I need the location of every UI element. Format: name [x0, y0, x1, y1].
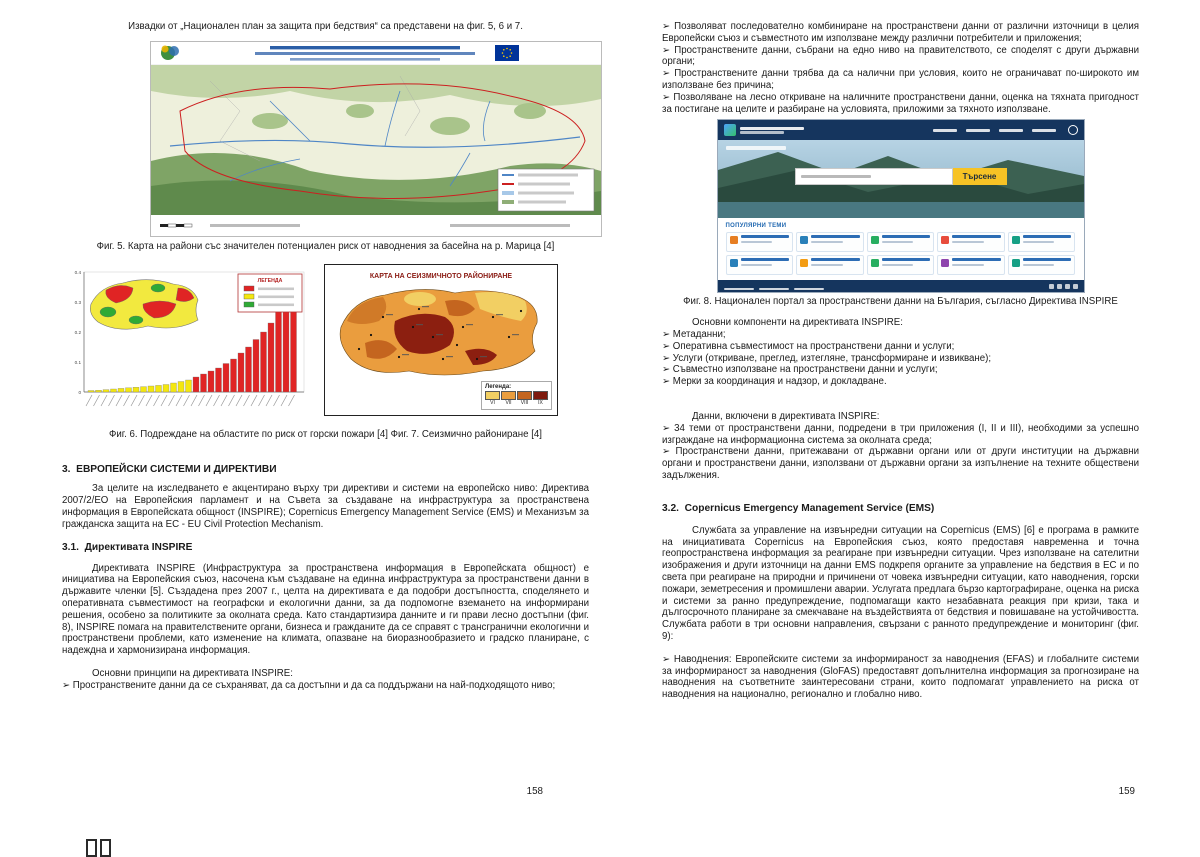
fig6-bar [246, 347, 252, 392]
inspire-data-item: ➢ Пространствени данни, притежавани от държавни органи или от други институции на държавни органи и пространствени данни, използвани от държавни органи за изпълнение на техните обществени задължения. [662, 446, 1139, 481]
fig6-bar [268, 323, 274, 392]
flood-map-art [150, 41, 602, 237]
fig7-seismic-map [324, 264, 558, 416]
fig6-bar [231, 359, 237, 392]
svg-text:0: 0 [78, 389, 81, 395]
inspire-component-item: ➢ Оперативна съвместимост на пространствени данни и услуги; [662, 340, 955, 352]
fig7-legend-swatches [485, 391, 548, 407]
fig6-bar [208, 371, 214, 392]
popular-themes-label: ПОПУЛЯРНИ ТЕМИ [725, 223, 787, 230]
theme-icon [941, 236, 949, 244]
section-3-heading: 3. ЕВРОПЕЙСКИ СИСТЕМИ И ДИРЕКТИВИ [62, 464, 277, 476]
eu-flag-icon [495, 45, 519, 61]
fig7-legend-item: VIII [517, 391, 532, 407]
fig7-map [340, 289, 537, 375]
fig67-caption: Фиг. 6. Подреждане на областите по риск от горски пожари [4] Фиг. 7. Сеизмично райониране [4] [109, 428, 542, 440]
flood-systems-item: ➢ Наводнения: Европейските системи за информираност за наводнения (EFAS) и глобалните системи за информираност за наводнения (GloFAS) предоставят допълнителна информация за прогнозиране на наводнения на съответните заинтересовани страни, които подпомагат управлението на риска от наводнения на национално, регионално и глобално ниво. [662, 653, 1139, 701]
svg-text:0.4: 0.4 [74, 269, 81, 275]
fig6-bar [133, 387, 139, 392]
fig6-bar [171, 383, 177, 392]
inspire-component-item: ➢ Метаданни; [662, 328, 726, 340]
fig6-bar [103, 389, 109, 391]
portal-theme-tile [1008, 232, 1076, 252]
portal-theme-tiles [726, 232, 1076, 275]
inspire-principle-item: ➢ Пространствените данни, събрани на едно ниво на правителството, се споделят с други държавни органи; [662, 44, 1139, 68]
svg-text:0.3: 0.3 [74, 299, 81, 305]
theme-icon [1012, 236, 1020, 244]
inspire-component-item: ➢ Мерки за координация и надзор, и докладване. [662, 376, 887, 388]
theme-icon [871, 259, 879, 267]
footer-text-placeholder [724, 277, 829, 293]
data-intro: Данни, включени в директивата INSPIRE: [692, 410, 880, 422]
fig6-bar [201, 374, 207, 392]
theme-icon [871, 236, 879, 244]
fig8-caption: Фиг. 8. Национален портал за пространствени данни на България, съгласно Директива INSPIRE [683, 296, 1118, 308]
portal-hero [718, 140, 1084, 218]
portal-theme-tile [726, 255, 794, 275]
portal-navbar [718, 120, 1084, 140]
fig6-bar [118, 388, 124, 392]
fig6-bar [178, 381, 184, 392]
fig6-bar [163, 384, 169, 392]
fig7-legend-item: VI [485, 391, 500, 407]
fig8-inspire-portal [717, 119, 1085, 293]
portal-theme-tile [867, 255, 935, 275]
inspire-principle-item: ➢ Позволяване на лесно откриване на наличните пространствени данни, оценка на тяхната пригодност за постигане на целите и разбиране на условията, приложими за тяхното използване. [662, 91, 1139, 115]
portal-nav-links [933, 129, 1056, 132]
inspire-component-item: ➢ Съвместно използване на пространствени данни и услуги; [662, 364, 938, 376]
inspire-principle-item: ➢ Пространствените данни трябва да са налични при условия, които не ограничават по-широкото им използване без причина; [662, 68, 1139, 91]
hero-text-placeholder [726, 146, 786, 150]
fire-risk-chart-art [62, 264, 310, 424]
page-158 [62, 0, 589, 849]
theme-icon [1012, 259, 1020, 267]
fig6-bar [276, 311, 282, 392]
portal-title-placeholder [740, 126, 804, 136]
fig5-flood-risk-map [150, 41, 602, 237]
svg-text:ЛЕГЕНДА: ЛЕГЕНДА [257, 277, 283, 284]
theme-icon [941, 259, 949, 267]
fig6-bar [253, 339, 259, 392]
fig6-legend [238, 274, 302, 312]
inspire-principle-item: ➢ Позволяват последователно комбиниране на пространствени данни от различни източници в целия Европейски съюз и съвместното им използване между различни потребители и приложения; [662, 21, 1139, 44]
fig6-bar [156, 385, 162, 392]
fig6-bar [126, 387, 132, 391]
fig7-legend [481, 381, 552, 410]
portal-theme-tile [726, 232, 794, 252]
fig5-caption: Фиг. 5. Карта на райони със значителен потенциален риск от наводнения за басейна на р. Марица [4] [96, 240, 555, 252]
fig7-legend-item: IX [533, 391, 548, 407]
inspire-component-item: ➢ Услуги (откриване, преглед, изтегляне, трансформиране и извикване); [662, 352, 992, 364]
section-3-2-heading: 3.2. Copernicus Emergency Management Service (EMS) [662, 502, 935, 514]
portal-theme-tile [937, 255, 1005, 275]
figures-6-7-row [62, 264, 589, 424]
inspire-principle-item: ➢ Пространствените данни да се съхраняват, да са достъпни и да са поддържани на най-подходящото ниво; [62, 679, 556, 691]
portal-theme-tile [937, 232, 1005, 252]
page-number-158: 158 [526, 786, 543, 797]
section-3-1-heading: 3.1. Директивата INSPIRE [62, 541, 193, 553]
theme-icon [730, 236, 738, 244]
fig6-bar [193, 377, 199, 392]
theme-icon [800, 236, 808, 244]
fig7-title: КАРТА НА СЕИЗМИЧНОТО РАЙОНИРАНЕ [369, 272, 513, 280]
fig6-bar [261, 332, 267, 392]
theme-icon [730, 259, 738, 267]
fig6-bar [148, 386, 154, 392]
fig6-bar [238, 353, 244, 392]
portal-logo-icon [724, 124, 736, 136]
svg-text:0.2: 0.2 [74, 329, 81, 335]
bottom-edge-artifact [86, 839, 111, 857]
fig6-bar [141, 386, 147, 391]
principles-intro: Основни принципи на директивата INSPIRE: [92, 667, 293, 679]
fig6-bar [186, 380, 192, 392]
portal-body [718, 218, 1084, 280]
page-number-159: 159 [1118, 786, 1135, 797]
section-3-2-paragraph: Службата за управление на извънредни ситуации на Copernicus (EMS) [6] е програма в рамките на инициативата Copernicus на Европейския съюз, която предоставя навременна и точна геопространствена информация за реагиране при извънредни ситуации. Чрез използване на сателитни изображения и други източници на данни EMS подкрепя органите за управление на бедствия в ЕС и по света при реагиране на природни и причинени от човека извънредни ситуации, като наводнения, горски пожари, земетресения и промишлени аварии. Услугата предлага бързо картографиране, оценка на риска и системи за ранно предупреждение, подпомагащи както незабавната реакция при кризи, така и дългосрочното планиране за смекчаване на въздействията от бедствия и повишаване на устойчивостта. Службата работи в три основни направления, свързани с ранното предупреждение и мониторинг (фиг. 9): [662, 524, 1139, 642]
fig6-bar [216, 368, 222, 392]
fig5-map-body [151, 65, 601, 215]
section-3-1-paragraph: Директивата INSPIRE (Инфраструктура за пространствена информация в Европейската общност) е инициатива на Европейския съюз, насочена към създаване на единна инфраструктура за пространствени данни в държавите членки [5]. Създадена през 2007 г., целта на директивата е да подобри достъпността, споделянето и оперативната съвместимост на географски и екологични данни, за да подпомогне вземането на информирани решения, особено за политиките за околната среда. Като стандартизира данните и ги прави лесно достъпни (фиг. 8), INSPIRE помага на правителствените органи, бизнеса и гражданите да се справят с трансгранични екологични и пространствени проблеми, като изменение на климата, опазване на биоразнообразието и градско планиране, с надеждна и хармонизирана информация. [62, 562, 589, 657]
components-intro: Основни компоненти на директивата INSPIRE: [692, 317, 903, 329]
svg-text:0.1: 0.1 [74, 359, 81, 365]
portal-theme-tile [1008, 255, 1076, 275]
section-3-paragraph: За целите на изследването е акцентирано върху три директиви и системи на европейско ниво: Директива 2007/2/ЕО на Европейския парламент и на Съвета за създаване на инфраструктура за пространствена информация в Европейската общност (INSPIRE); Copernicus Emergency Management Service (EMS) и Механизъм за гражданска защита на ЕС - EU Civil Protection Mechanism. [62, 483, 589, 530]
fig6-bar [88, 390, 94, 392]
fig5-legend [498, 169, 594, 211]
portal-theme-tile [796, 255, 864, 275]
portal-footer [718, 280, 1084, 292]
search-input [795, 168, 953, 185]
fig6-bar [223, 363, 229, 392]
fig7-legend-item: VII [501, 391, 516, 407]
footer-icons [1049, 284, 1078, 289]
intro-text: Извадки от „Национален план за защита при бедствия“ са представени на фиг. 5, 6 и 7. [128, 21, 523, 32]
fig5-footer [151, 215, 601, 236]
page-159 [662, 0, 1139, 849]
fig6-bar [111, 389, 117, 392]
portal-theme-tile [796, 232, 864, 252]
portal-search [795, 168, 1007, 185]
theme-icon [800, 259, 808, 267]
user-icon [1068, 125, 1078, 135]
fig6-bar [96, 390, 102, 392]
portal-theme-tile [867, 232, 935, 252]
search-button: Търсене [953, 168, 1007, 185]
fig7-legend-title: Легенда: [485, 383, 512, 390]
fig6-fire-risk-chart [62, 264, 310, 424]
inspire-data-item: ➢ 34 теми от пространствени данни, подредени в три приложения (I, II и III), необходими за успешно изграждане на информационна система за околната среда; [662, 422, 1139, 446]
